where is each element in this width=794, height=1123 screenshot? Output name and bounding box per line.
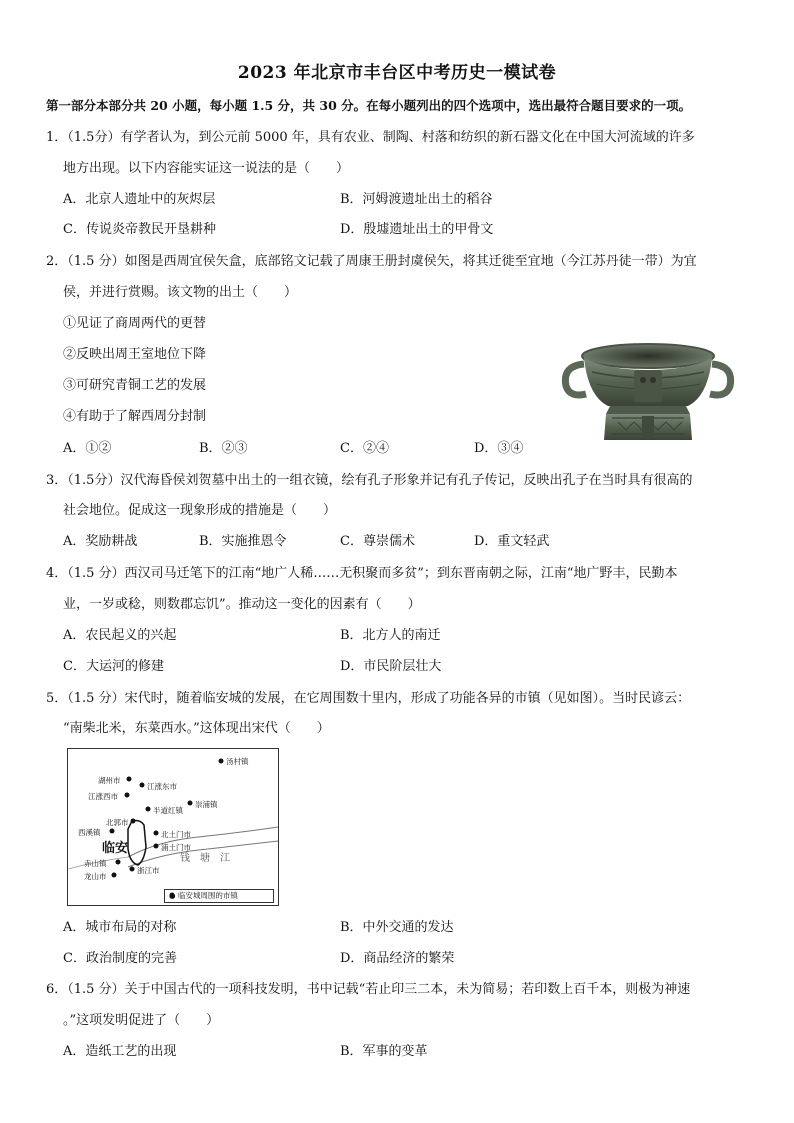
- legend-dot-icon: ●: [169, 891, 176, 900]
- q2-statement-3: ③可研究青铜工艺的发展: [63, 378, 207, 393]
- q2-stem-line2: 侯，并进行赏赐。该文物的出土（ ）: [63, 285, 298, 300]
- q2-option-c: C．②④: [340, 441, 389, 456]
- map-town-label: 北郭市: [106, 818, 129, 827]
- q1-stem-line2: 地方出现。以下内容能实证这一说法的是（ ）: [63, 161, 350, 176]
- q1-option-d: D．殷墟遗址出土的甲骨文: [340, 222, 494, 237]
- legend-text: 临安城周围的市镇: [177, 891, 238, 900]
- q6-stem-line2: 。”这项发明促进了（ ）: [63, 1013, 220, 1028]
- q1-option-c: C．传说炎帝教民开垦耕种: [63, 222, 216, 237]
- q2-option-d: D．③④: [474, 441, 524, 456]
- map-town-label: 江涨西市: [88, 792, 118, 801]
- section-instructions: 第一部分本部分共 20 小题，每小题 1.5 分，共 30 分。在每小题列出的四个选项中，选出最符合题目要求的一项。: [46, 98, 692, 113]
- q1-option-a: A．北京人遗址中的灰烬层: [63, 192, 216, 207]
- map-town-label: 龙山市: [84, 872, 107, 881]
- q4-stem-line2: 业，一岁或稔，则数郡忘饥”。推动这一变化的因素有（ ）: [63, 597, 421, 612]
- map-town-label: 汤村镇: [226, 757, 249, 766]
- q4-option-b: B．北方人的南迁: [340, 628, 441, 643]
- q2-option-b: B．②③: [199, 441, 248, 456]
- q5-stem-line1: 5．（1.5 分）宋代时，随着临安城的发展，在它周围数十里内，形成了功能各异的市镇（见如图）。当时民谚云：: [46, 691, 691, 706]
- q6-option-a: A．造纸工艺的出现: [63, 1044, 177, 1059]
- page-title: 2023 年北京市丰台区中考历史一模试卷: [237, 63, 557, 83]
- map-city-label: 临安: [102, 841, 129, 856]
- map-town-label: 北土门市: [161, 830, 191, 839]
- q2-option-a: A．①②: [63, 441, 112, 456]
- q4-option-a: A．农民起义的兴起: [63, 628, 177, 643]
- map-town-label: 浦土门市: [161, 843, 191, 852]
- lin-an-market-map: [67, 748, 279, 906]
- map-town-label: 赤山镇: [84, 859, 107, 868]
- q3-option-b: B．实施推恩令: [199, 534, 287, 549]
- q5-option-b: B．中外交通的发达: [340, 920, 454, 935]
- q3-stem-line1: 3．（1.5分）汉代海昏侯刘贺墓中出土的一组衣镜，绘有孔子形象并记有孔子传记，反映出孔子在当时具有很高的: [46, 473, 693, 488]
- map-town-label: 崇浦镇: [195, 800, 218, 809]
- map-town-label: 西溪镇: [78, 828, 101, 837]
- map-river-label: 钱塘江: [180, 853, 240, 864]
- q5-option-a: A．城市布局的对称: [63, 920, 177, 935]
- q6-stem-line1: 6．（1.5 分）关于中国古代的一项科技发明，书中记载“若止印三二本，未为简易；若印数上百千本，则极为神速: [46, 982, 691, 997]
- q5-option-d: D．商品经济的繁荣: [340, 951, 455, 966]
- q5-option-c: C．政治制度的完善: [63, 951, 177, 966]
- bronze-vessel-image: [548, 336, 748, 448]
- q3-stem-line2: 社会地位。促成这一现象形成的措施是（ ）: [63, 503, 337, 518]
- map-town-label: 半道红镇: [153, 806, 183, 815]
- q6-option-b: B．军事的变革: [340, 1044, 428, 1059]
- map-town-label: 湖州市: [98, 776, 121, 785]
- q3-option-a: A．奖励耕战: [63, 534, 138, 549]
- q1-stem-line1: 1．（1.5分）有学者认为，到公元前 5000 年，具有农业、制陶、村落和纺织的新石器文化在中国大河流域的许多: [46, 130, 695, 145]
- q3-option-d: D．重文轻武: [474, 534, 550, 549]
- q2-statement-1: ①见证了商周两代的更替: [63, 316, 207, 331]
- q5-stem-line2: “南柴北米，东菜西水。”这体现出宋代（ ）: [63, 721, 330, 736]
- q4-option-c: C．大运河的修建: [63, 659, 164, 674]
- q2-statement-2: ②反映出周王室地位下降: [63, 347, 207, 362]
- map-town-label: 浙江市: [137, 866, 160, 875]
- q3-option-c: C．尊崇儒术: [340, 534, 415, 549]
- map-town-label: 江涨东市: [147, 782, 177, 791]
- q2-statement-4: ④有助于了解西周分封制: [63, 409, 207, 424]
- q4-stem-line1: 4．（1.5 分）西汉司马迁笔下的江南“地广人稀……无积聚而多贫”；到东晋南朝之际，江南“地广野丰，民勤本: [46, 566, 678, 581]
- q2-stem-line1: 2．（1.5 分）如图是西周宜侯矢盒，底部铭文记载了周康王册封虞侯矢，将其迁徙至宜地（今江苏丹徒一带）为宜: [46, 254, 697, 269]
- q4-option-d: D．市民阶层壮大: [340, 659, 442, 674]
- q1-option-b: B．河姆渡遗址出土的稻谷: [340, 192, 493, 207]
- map-legend: [164, 889, 274, 903]
